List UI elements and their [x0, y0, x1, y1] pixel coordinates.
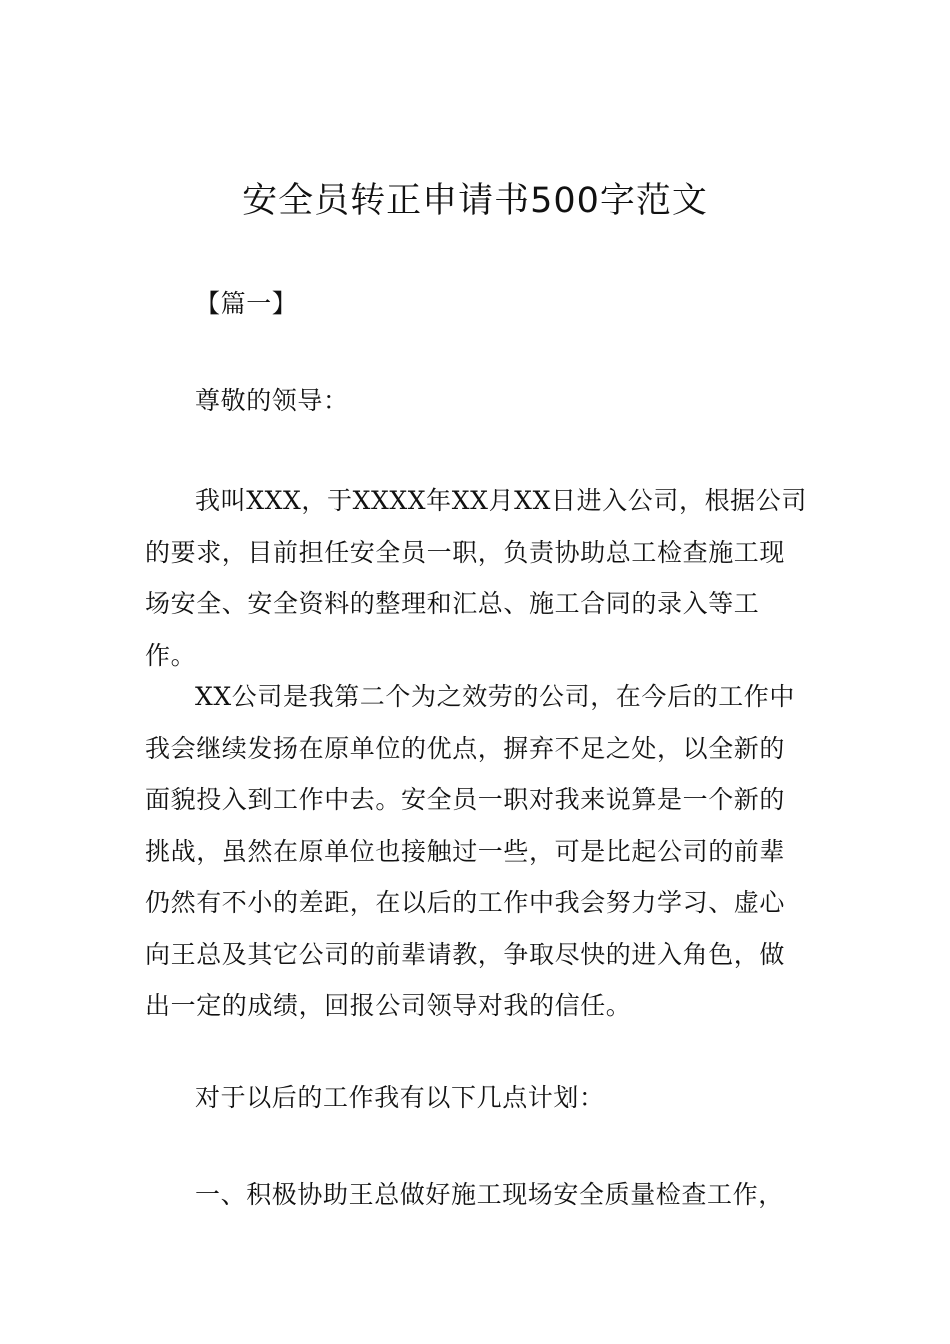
paragraph-1: 我叫XXX，于XXXX年XX月XX日进入公司，根据公司的要求，目前担任安全员一职，负责协助总工检查施工现场安全、安全资料的整理和汇总、施工合同的录入等工作。: [145, 486, 807, 670]
paragraph-4: 一、积极协助王总做好施工现场安全质量检查工作，: [195, 1180, 784, 1209]
section-label: 【篇一】: [195, 289, 298, 318]
paragraph-2: XX公司是我第二个为之效劳的公司，在今后的工作中我会继续发扬在原单位的优点，摒弃不足之处，以全新的面貌投入到工作中去。安全员一职对我来说算是一个新的挑战，虽然在原单位也接触过一些，可是比起公司的前辈仍然有不小的差距，在以后的工作中我会努力学习、虚心向王总及其它公司的前辈请教，争取尽快的进入角色，做出一定的成绩，回报公司领导对我的信任。: [145, 682, 795, 1020]
document-title: 安全员转正申请书500字范文: [242, 181, 708, 221]
salutation: 尊敬的领导：: [195, 386, 349, 415]
paragraph-3: 对于以后的工作我有以下几点计划：: [195, 1083, 605, 1112]
